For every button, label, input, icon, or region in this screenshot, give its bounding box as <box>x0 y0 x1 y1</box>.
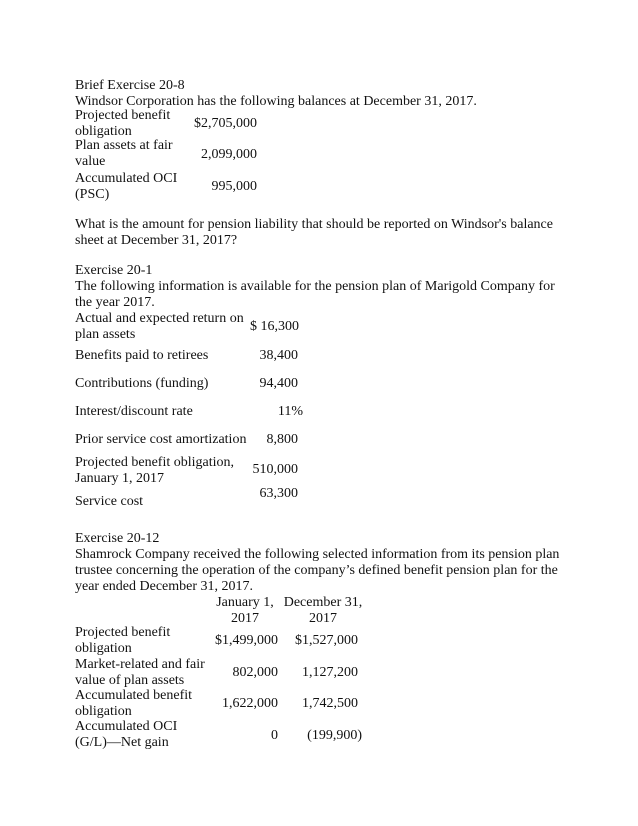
row-value: 94,400 <box>259 376 298 391</box>
section-title: Exercise 20-1 <box>75 263 153 278</box>
row-label: Accumulated OCI <box>75 719 178 734</box>
row-value: 11% <box>277 404 303 419</box>
row-label: Benefits paid to retirees <box>75 348 209 363</box>
row-label: Projected benefit obligation, <box>75 455 235 470</box>
row-label: Plan assets at fair <box>75 138 173 153</box>
row-label: (PSC) <box>75 187 110 202</box>
row-label: obligation <box>75 641 132 656</box>
row-label: Contributions (funding) <box>75 376 209 391</box>
row-label: Accumulated benefit <box>75 688 193 703</box>
row-value-dec: 1,742,500 <box>302 696 358 711</box>
row-value-dec: 1,127,200 <box>302 665 358 680</box>
row-label: Actual and expected return on <box>75 311 244 326</box>
row-value: 8,800 <box>266 432 298 447</box>
row-label: value <box>75 154 106 169</box>
row-label: Projected benefit <box>75 108 171 123</box>
row-label: (G/L)—Net gain <box>75 735 169 750</box>
row-label: Interest/discount rate <box>75 404 193 419</box>
section-intro: Windsor Corporation has the following balances at December 31, 2017. <box>75 94 477 109</box>
row-label: Accumulated OCI <box>75 171 178 186</box>
row-value-jan: $1,499,000 <box>215 633 278 648</box>
row-label: Service cost <box>75 494 144 509</box>
row-label: Prior service cost amortization <box>75 432 247 447</box>
column-header: December 31, <box>283 595 363 610</box>
row-value-jan: 1,622,000 <box>222 696 278 711</box>
row-label: value of plan assets <box>75 673 185 688</box>
row-value-dec: $1,527,000 <box>295 633 358 648</box>
row-value-jan: 802,000 <box>232 665 278 680</box>
row-label: obligation <box>75 704 132 719</box>
row-label: January 1, 2017 <box>75 471 165 486</box>
section-title: Brief Exercise 20-8 <box>75 78 185 93</box>
section-intro: Shamrock Company received the following selected information from its pension plan trustee concerning the operation of the company’s defined benefit pension plan for the year ended December 31, 2017. <box>75 547 560 594</box>
row-value: 510,000 <box>252 462 298 477</box>
column-header: January 1, <box>216 595 274 610</box>
row-label: plan assets <box>75 327 136 342</box>
row-label: Projected benefit <box>75 625 171 640</box>
row-value: 63,300 <box>259 486 298 501</box>
row-label: obligation <box>75 124 132 139</box>
row-value: $2,705,000 <box>194 116 257 131</box>
row-value: 995,000 <box>211 179 257 194</box>
row-value-jan: 0 <box>271 728 278 743</box>
row-value-dec: (199,900) <box>307 728 362 743</box>
section-title: Exercise 20-12 <box>75 531 160 546</box>
column-header: 2017 <box>231 611 259 626</box>
row-label: Market-related and fair <box>75 657 205 672</box>
row-value: 38,400 <box>259 348 298 363</box>
section-intro: The following information is available for the pension plan of Marigold Company for the year 2017. <box>75 279 555 310</box>
row-value: $ 16,300 <box>250 319 299 334</box>
column-header: 2017 <box>309 611 337 626</box>
row-value: 2,099,000 <box>201 147 257 162</box>
section-question: What is the amount for pension liability that should be reported on Windsor's balance sheet at December 31, 2017? <box>75 217 553 248</box>
